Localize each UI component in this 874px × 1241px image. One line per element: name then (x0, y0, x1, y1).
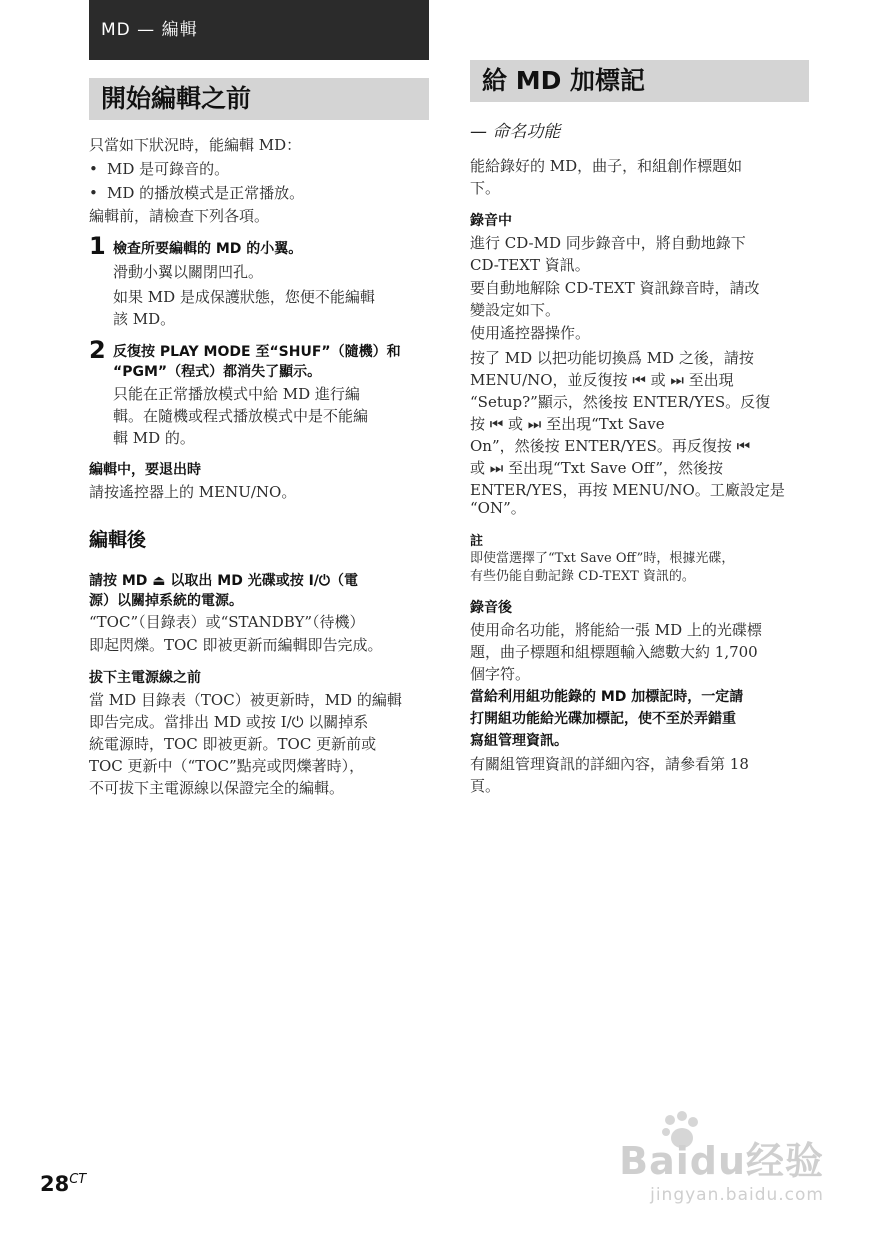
watermark (619, 1130, 824, 1205)
watermark-text: Baidu经验 (619, 1139, 824, 1183)
recording-text: 按 ⏮ 或 ⏭ 至出現“Txt Save (470, 415, 665, 433)
unplug-text: 不可拔下主電源線以保證完全的編輯。 (89, 779, 345, 797)
bullet-item: MD 是可錄音的。 (107, 160, 230, 178)
after-edit-text: “TOC”（目錄表）或“STANDBY”（待機） (89, 613, 365, 631)
recording-text: 要自動地解除 CD-TEXT 資訊錄音時，請改 (470, 279, 760, 297)
right-intro: 下。 (470, 179, 501, 197)
note-text: 即使當選擇了“Txt Save Off”時，根據光碟， (470, 551, 735, 566)
step-number: 2 (89, 336, 106, 364)
unplug-text: 當 MD 目錄表（TOC）被更新時，MD 的編輯 (89, 691, 402, 709)
recording-text: 按了 MD 以把功能切換爲 MD 之後，請按 (470, 349, 754, 367)
recording-text: On”，然後按 ENTER/YES。再反復按 ⏮ (470, 437, 751, 455)
recording-text: 或 ⏭ 至出現“Txt Save Off”，然後按 (470, 459, 724, 477)
group-warning: 當給利用組功能錄的 MD 加標記時，一定請 (470, 689, 744, 705)
group-warning: 打開組功能給光碟加標記，使不至於弄錯重 (470, 711, 736, 727)
recording-text: 使用遙控器操作。 (470, 324, 591, 342)
after-edit-bold: 請按 MD ⏏ 以取出 MD 光碟或按 I/⏻（電 (89, 573, 358, 589)
left-intro: 只當如下狀況時，能編輯 MD： (89, 136, 302, 154)
exit-heading: 編輯中，要退出時 (89, 462, 201, 478)
unplug-heading: 拔下主電源線之前 (89, 670, 201, 686)
page-number: $28^{CT}$ (40, 1172, 87, 1196)
unplug-text: 即告完成。當排出 MD 或按 I/⏻ 以關掉系 (89, 713, 369, 731)
after-recording-heading: 錄音後 (470, 600, 512, 616)
reference-text: 有關組管理資訊的詳細內容，請參看第 18 (470, 755, 749, 773)
unplug-text: 統電源時，TOC 即被更新。TOC 更新前或 (89, 735, 377, 753)
after-edit-text: 即起閃爍。TOC 即被更新而編輯即告完成。 (89, 636, 383, 654)
left-section-title: 開始編輯之前 (89, 78, 429, 120)
recording-heading: 錄音中 (470, 213, 512, 229)
recording-text: 變設定如下。 (470, 301, 561, 319)
step-number: 1 (89, 232, 106, 260)
right-intro: 能給錄好的 MD，曲子，和組創作標題如 (470, 157, 743, 175)
step2-title: 反復按 PLAY MODE 至“SHUF”（隨機）和 (113, 344, 401, 360)
recording-text: MENU/NO，並反復按 ⏮ 或 ⏭ 至出現 (470, 371, 734, 389)
section-tab: MD — 編輯 (89, 0, 429, 60)
note-heading: 註 (470, 534, 484, 549)
step1-text: 如果 MD 是成保護狀態，您便不能編輯 (113, 288, 375, 306)
group-warning: 寫組管理資訊。 (470, 733, 568, 749)
bullet-dot: • (89, 184, 98, 202)
exit-text: 請按遙控器上的 MENU/NO。 (89, 483, 297, 501)
after-recording-text: 個字符。 (470, 665, 531, 683)
right-subtitle: — 命名功能 (470, 122, 561, 142)
step2-title: “PGM”（程式）都消失了顯示。 (113, 364, 322, 380)
reference-text: 頁。 (470, 777, 501, 795)
check-text: 編輯前，請檢查下列各項。 (89, 207, 270, 225)
right-section-title: 給 MD 加標記 (470, 60, 809, 102)
watermark-url: jingyan.baidu.com (650, 1185, 824, 1205)
note-text: 有些仍能自動記錄 CD-TEXT 資訊的。 (470, 569, 695, 584)
step1-title: 檢查所要編輯的 MD 的小翼。 (113, 241, 303, 257)
recording-text: 進行 CD-MD 同步錄音中，將自動地錄下 (470, 234, 746, 252)
bullet-item: MD 的播放模式是正常播放。 (107, 184, 305, 202)
after-recording-text: 使用命名功能，將能給一張 MD 上的光碟標 (470, 621, 762, 639)
after-edit-bold: 源）以關掉系統的電源。 (89, 593, 243, 609)
step2-text: 輯。在隨機或程式播放模式中是不能編 (113, 407, 369, 425)
bullet-dot: • (89, 160, 98, 178)
step1-text: 滑動小翼以關閉凹孔。 (113, 263, 264, 281)
after-recording-text: 題，曲子標題和組標題輸入總數大約 1,700 (470, 643, 758, 661)
step1-text: 該 MD。 (113, 310, 176, 328)
recording-text: ENTER/YES，再按 MENU/NO。工廠設定是 (470, 481, 785, 499)
unplug-text: TOC 更新中（“TOC”點亮或閃爍著時）， (89, 757, 365, 775)
recording-text: “ON”。 (470, 499, 526, 517)
step2-text: 輯 MD 的。 (113, 429, 195, 447)
recording-text: “Setup?”顯示，然後按 ENTER/YES。反復 (470, 393, 771, 411)
step2-text: 只能在正常播放模式中給 MD 進行編 (113, 385, 360, 403)
after-edit-heading: 編輯後 (89, 529, 147, 551)
recording-text: CD-TEXT 資訊。 (470, 256, 590, 274)
